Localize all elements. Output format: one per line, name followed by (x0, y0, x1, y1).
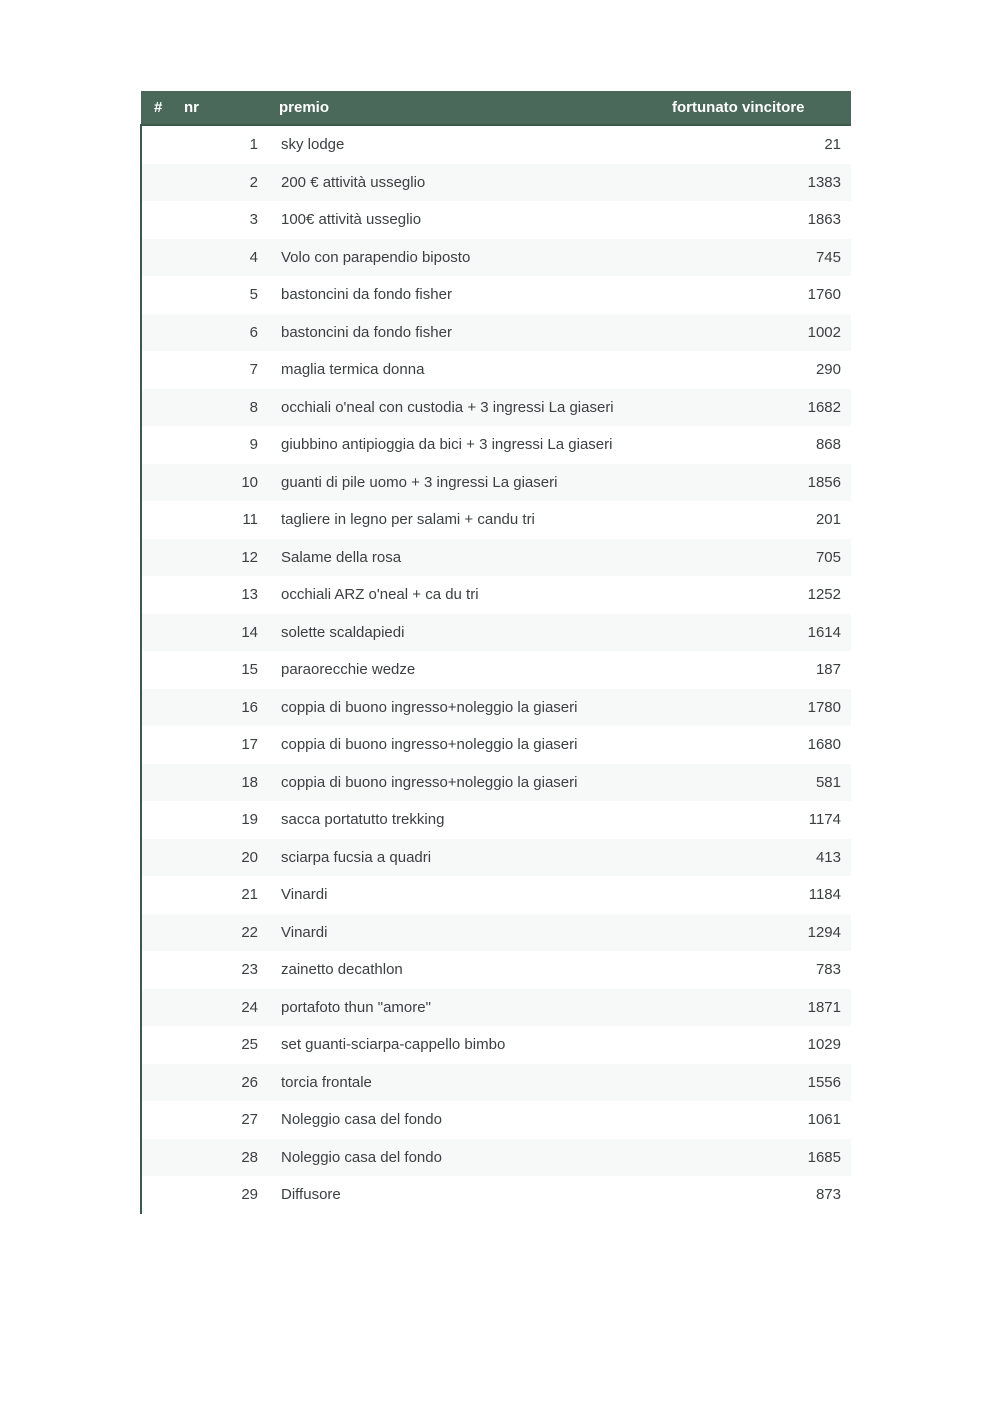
cell-hash (141, 1064, 169, 1102)
cell-hash (141, 1101, 169, 1139)
cell-premio: Vinardi (281, 923, 328, 941)
table-row (141, 1139, 851, 1177)
cell-hash (141, 651, 169, 689)
cell-premio: maglia termica donna (281, 361, 425, 379)
header-hash: # (141, 91, 169, 125)
cell-premio: guanti di pile uomo + 3 ingressi La giaseri (281, 473, 558, 491)
cell-hash (141, 614, 169, 652)
cell-winner: 1061 (807, 1111, 841, 1129)
table-row (141, 726, 851, 764)
cell-hash (141, 1176, 169, 1214)
cell-premio: bastoncini da fondo fisher (281, 286, 452, 304)
table-row (141, 276, 851, 314)
table-row (141, 125, 851, 164)
cell-nr: 16 (241, 698, 258, 716)
cell-hash (141, 914, 169, 952)
cell-winner: 705 (815, 548, 841, 566)
cell-premio: tagliere in legno per salami + candu tri (281, 511, 535, 529)
cell-hash (141, 164, 169, 202)
cell-hash (141, 239, 169, 277)
table-row (141, 239, 851, 277)
table-row (141, 614, 851, 652)
table-header (141, 91, 851, 125)
cell-nr: 11 (242, 511, 258, 529)
cell-nr: 18 (241, 773, 258, 791)
cell-nr: 23 (241, 961, 258, 979)
table-row (141, 464, 851, 502)
cell-winner: 1863 (807, 211, 841, 229)
cell-winner: 581 (815, 773, 841, 791)
prize-table (140, 91, 851, 1214)
cell-nr: 26 (241, 1073, 258, 1091)
cell-winner: 21 (824, 136, 841, 154)
cell-nr: 17 (241, 736, 258, 754)
header-fortunato-vincitore: fortunato vincitore (657, 91, 851, 125)
cell-winner: 745 (815, 248, 841, 266)
cell-premio: Noleggio casa del fondo (281, 1111, 442, 1129)
cell-premio: 200 € attività usseglio (281, 173, 426, 191)
cell-hash (141, 125, 169, 164)
cell-hash (141, 801, 169, 839)
prize-table-container (140, 91, 851, 1214)
cell-winner: 868 (815, 436, 841, 454)
cell-winner: 1680 (807, 736, 841, 754)
header-row (141, 91, 851, 125)
cell-premio: Diffusore (281, 1186, 341, 1204)
cell-nr: 14 (241, 623, 258, 641)
cell-winner: 1002 (807, 323, 841, 341)
table-row (141, 1026, 851, 1064)
cell-nr: 19 (241, 811, 258, 829)
cell-premio: 100€ attività usseglio (281, 211, 422, 229)
cell-premio: coppia di buono ingresso+noleggio la giaseri (281, 698, 578, 716)
table-row (141, 989, 851, 1027)
table-row (141, 389, 851, 427)
cell-winner: 1614 (807, 623, 841, 641)
cell-nr: 15 (241, 661, 258, 679)
cell-nr: 2 (249, 173, 258, 191)
cell-premio: set guanti-sciarpa-cappello bimbo (281, 1036, 506, 1054)
header-nr: nr (169, 91, 264, 125)
table-row (141, 426, 851, 464)
cell-premio: giubbino antipioggia da bici + 3 ingressi La giaseri (281, 436, 613, 454)
cell-premio: sacca portatutto trekking (281, 811, 445, 829)
cell-premio: Salame della rosa (281, 548, 402, 566)
cell-hash (141, 689, 169, 727)
cell-premio: Vinardi (281, 886, 328, 904)
cell-nr: 20 (241, 848, 258, 866)
cell-winner: 413 (815, 848, 841, 866)
cell-winner: 873 (815, 1186, 841, 1204)
cell-hash (141, 276, 169, 314)
cell-winner: 1685 (807, 1148, 841, 1166)
cell-winner: 1294 (807, 923, 841, 941)
cell-premio: occhiali o'neal con custodia + 3 ingressi La giaseri (281, 398, 614, 416)
table-row (141, 876, 851, 914)
cell-hash (141, 839, 169, 877)
cell-winner: 1184 (808, 886, 841, 904)
cell-hash (141, 1026, 169, 1064)
cell-winner: 1871 (807, 998, 841, 1016)
cell-hash (141, 389, 169, 427)
cell-hash (141, 426, 169, 464)
cell-nr: 27 (241, 1111, 258, 1129)
cell-premio: zainetto decathlon (281, 961, 403, 979)
table-row (141, 314, 851, 352)
cell-premio: coppia di buono ingresso+noleggio la giaseri (281, 736, 578, 754)
table-row (141, 1101, 851, 1139)
cell-premio: sky lodge (281, 136, 345, 154)
cell-nr: 21 (241, 886, 258, 904)
cell-hash (141, 501, 169, 539)
cell-winner: 1780 (807, 698, 841, 716)
cell-nr: 6 (249, 323, 258, 341)
cell-premio: coppia di buono ingresso+noleggio la giaseri (281, 773, 578, 791)
header-premio: premio (264, 91, 657, 125)
cell-hash (141, 576, 169, 614)
cell-winner: 783 (815, 961, 841, 979)
cell-nr: 1 (249, 136, 258, 154)
table-row (141, 164, 851, 202)
cell-nr: 9 (249, 436, 258, 454)
table-row (141, 689, 851, 727)
cell-hash (141, 726, 169, 764)
cell-hash (141, 314, 169, 352)
cell-nr: 24 (241, 998, 258, 1016)
cell-hash (141, 351, 169, 389)
cell-winner: 1556 (807, 1073, 841, 1091)
cell-winner: 1682 (807, 398, 841, 416)
cell-nr: 29 (241, 1186, 258, 1204)
cell-winner: 1856 (807, 473, 841, 491)
table-row (141, 764, 851, 802)
cell-premio: bastoncini da fondo fisher (281, 323, 452, 341)
table-row (141, 801, 851, 839)
cell-hash (141, 539, 169, 577)
cell-premio: Volo con parapendio biposto (281, 248, 471, 266)
cell-premio: sciarpa fucsia a quadri (281, 848, 432, 866)
cell-premio: Noleggio casa del fondo (281, 1148, 442, 1166)
cell-nr: 25 (241, 1036, 258, 1054)
cell-hash (141, 1139, 169, 1177)
cell-nr: 4 (249, 248, 258, 266)
table-row (141, 539, 851, 577)
cell-premio: solette scaldapiedi (281, 623, 405, 641)
cell-nr: 3 (249, 211, 258, 229)
table-row (141, 914, 851, 952)
cell-nr: 22 (241, 923, 258, 941)
cell-winner: 1252 (807, 586, 841, 604)
cell-hash (141, 764, 169, 802)
cell-nr: 10 (241, 473, 258, 491)
cell-premio: portafoto thun "amore" (281, 998, 431, 1016)
cell-hash (141, 989, 169, 1027)
table-row (141, 839, 851, 877)
cell-premio: torcia frontale (281, 1073, 372, 1091)
cell-winner: 201 (815, 511, 841, 529)
cell-hash (141, 951, 169, 989)
cell-winner: 187 (815, 661, 841, 679)
cell-hash (141, 876, 169, 914)
cell-winner: 1760 (807, 286, 841, 304)
table-row (141, 1064, 851, 1102)
table-row (141, 651, 851, 689)
cell-winner: 1029 (807, 1036, 841, 1054)
cell-winner: 290 (815, 361, 841, 379)
cell-nr: 13 (241, 586, 258, 604)
cell-nr: 5 (249, 286, 258, 304)
table-row (141, 501, 851, 539)
cell-hash (141, 201, 169, 239)
cell-hash (141, 464, 169, 502)
table-row (141, 201, 851, 239)
cell-nr: 8 (249, 398, 258, 416)
cell-premio: occhiali ARZ o'neal + ca du tri (281, 586, 479, 604)
table-row (141, 951, 851, 989)
cell-winner: 1174 (808, 811, 841, 829)
table-row (141, 1176, 851, 1214)
cell-nr: 28 (241, 1148, 258, 1166)
cell-nr: 7 (249, 361, 258, 379)
table-body (141, 125, 851, 1214)
table-row (141, 351, 851, 389)
cell-nr: 12 (241, 548, 258, 566)
cell-winner: 1383 (807, 173, 841, 191)
cell-premio: paraorecchie wedze (281, 661, 416, 679)
table-row (141, 576, 851, 614)
